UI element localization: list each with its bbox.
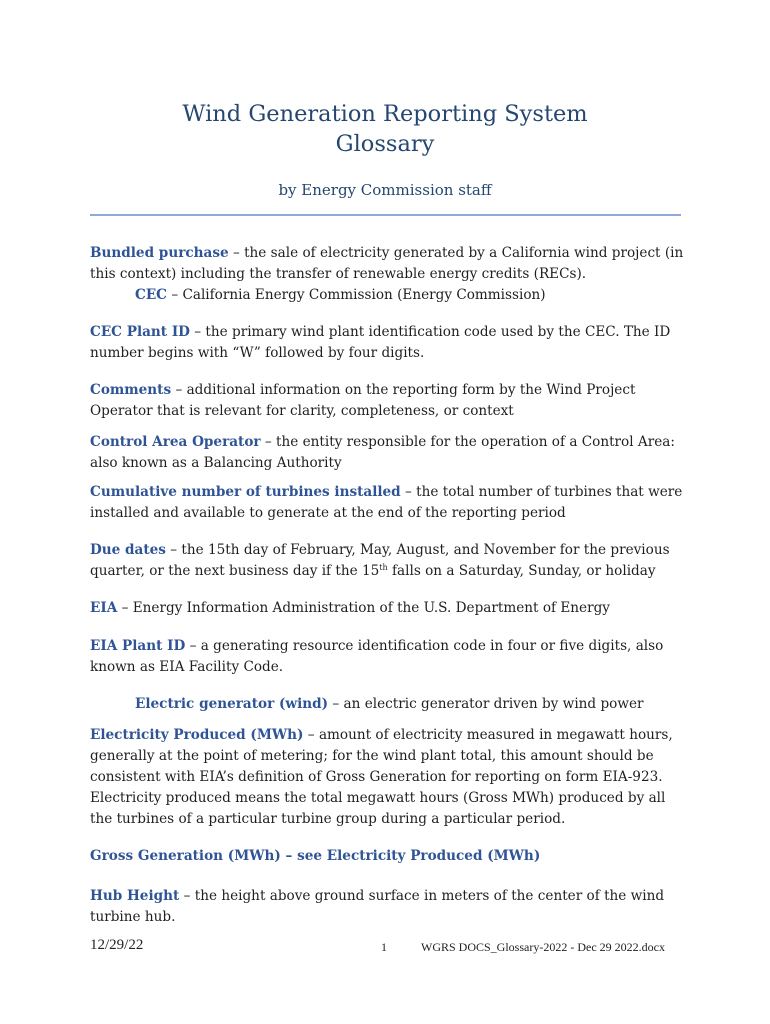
- title-line-2: Glossary: [335, 131, 435, 157]
- glossary-definition: additional information on the reporting form by the Wind Project Operator that is relevant for clarity, completeness, or context: [90, 382, 636, 419]
- glossary-term: Cumulative number of turbines installed: [90, 484, 401, 500]
- separator: –: [303, 727, 319, 743]
- glossary-definition: an electric generator driven by wind power: [343, 696, 644, 712]
- document-subtitle: by Energy Commission staff: [278, 181, 492, 199]
- footer-date: 12/29/22: [90, 937, 144, 953]
- footer-filename: WGRS DOCS_Glossary-2022 - Dec 29 2022.docx: [421, 940, 665, 954]
- title-line-1: Wind Generation Reporting System: [182, 101, 588, 127]
- glossary-term: EIA: [90, 600, 118, 616]
- separator: –: [189, 324, 206, 340]
- glossary-term: Electric generator (wind): [135, 696, 329, 712]
- glossary-entry-cumulative-turbines: [90, 482, 690, 524]
- separator: –: [165, 542, 182, 558]
- glossary-term: CEC: [135, 287, 167, 303]
- glossary-term: EIA Plant ID: [90, 638, 186, 654]
- glossary-term: Comments: [90, 382, 172, 398]
- separator: –: [400, 484, 417, 500]
- separator: –: [117, 600, 133, 616]
- glossary-entry-electric-generator: [135, 694, 735, 715]
- glossary-entry-gross-generation: [90, 846, 690, 867]
- see-text: see: [297, 848, 327, 864]
- glossary-term: Hub Height: [90, 888, 180, 904]
- glossary-entry-cec-plant-id: [90, 322, 690, 364]
- glossary-entry-comments: [90, 380, 690, 422]
- glossary-term: CEC Plant ID: [90, 324, 190, 340]
- separator: –: [179, 888, 195, 904]
- glossary-entry-due-dates: [90, 540, 690, 582]
- title-divider: [90, 214, 681, 216]
- glossary-entry-electricity-produced: [90, 725, 690, 830]
- separator: –: [185, 638, 201, 654]
- footer-page-number: 1: [381, 940, 387, 954]
- glossary-entry-eia-plant-id: [90, 636, 690, 678]
- glossary-term: Due dates: [90, 542, 166, 558]
- glossary-definition: a generating resource identification code in four or five digits, also known as EIA Facility Code.: [90, 638, 664, 675]
- glossary-definition: California Energy Commission (Energy Commission): [182, 287, 546, 303]
- separator: –: [171, 382, 187, 398]
- glossary-entry-hub-height: [90, 886, 690, 928]
- separator: –: [167, 287, 183, 303]
- definition-part: the 15th day of February, May, August, and November for the previous quarter, or the next business day if the 15: [90, 542, 670, 579]
- glossary-entry-eia: [90, 598, 690, 619]
- glossary-definition: amount of electricity measured in megawatt hours, generally at the point of metering; for the wind plant total, this amount should be consistent with EIA’s definition of Gross Generation for reporting on form EIA-923. Electricity produced means the total megawatt hours (Gross MWh) produced by all the turbines of a particular turbine group during a particular period.: [90, 727, 673, 827]
- document-title: [0, 99, 770, 159]
- glossary-entry-bundled-purchase: [90, 243, 690, 285]
- glossary-term: Electricity Produced (MWh): [90, 727, 304, 743]
- glossary-definition: the total number of turbines that were installed and available to generate at the end of the reporting period: [90, 484, 683, 521]
- separator: –: [328, 696, 344, 712]
- see-reference: Electricity Produced (MWh): [326, 848, 541, 864]
- glossary-definition: the sale of electricity generated by a California wind project (in this context) including the transfer of renewable energy credits (RECs).: [90, 245, 684, 282]
- glossary-definition: the height above ground surface in meters of the center of the wind turbine hub.: [90, 888, 665, 925]
- glossary-term: Gross Generation (MWh) –: [90, 848, 298, 864]
- glossary-term: Bundled purchase: [90, 245, 229, 261]
- glossary-definition: Energy Information Administration of the U.S. Department of Energy: [132, 600, 610, 616]
- glossary-entry-control-area-operator: [90, 432, 690, 474]
- glossary-term: Control Area Operator: [90, 434, 261, 450]
- separator: –: [228, 245, 245, 261]
- definition-part: falls on a Saturday, Sunday, or holiday: [387, 563, 656, 579]
- glossary-entry-cec: [135, 285, 735, 306]
- glossary-definition: the entity responsible for the operation of a Control Area: also known as a Balancing Authority: [90, 434, 675, 471]
- separator: –: [260, 434, 276, 450]
- ordinal-suffix: th: [379, 563, 388, 572]
- glossary-definition: the primary wind plant identification code used by the CEC. The ID number begins with “W” followed by four digits.: [90, 324, 671, 361]
